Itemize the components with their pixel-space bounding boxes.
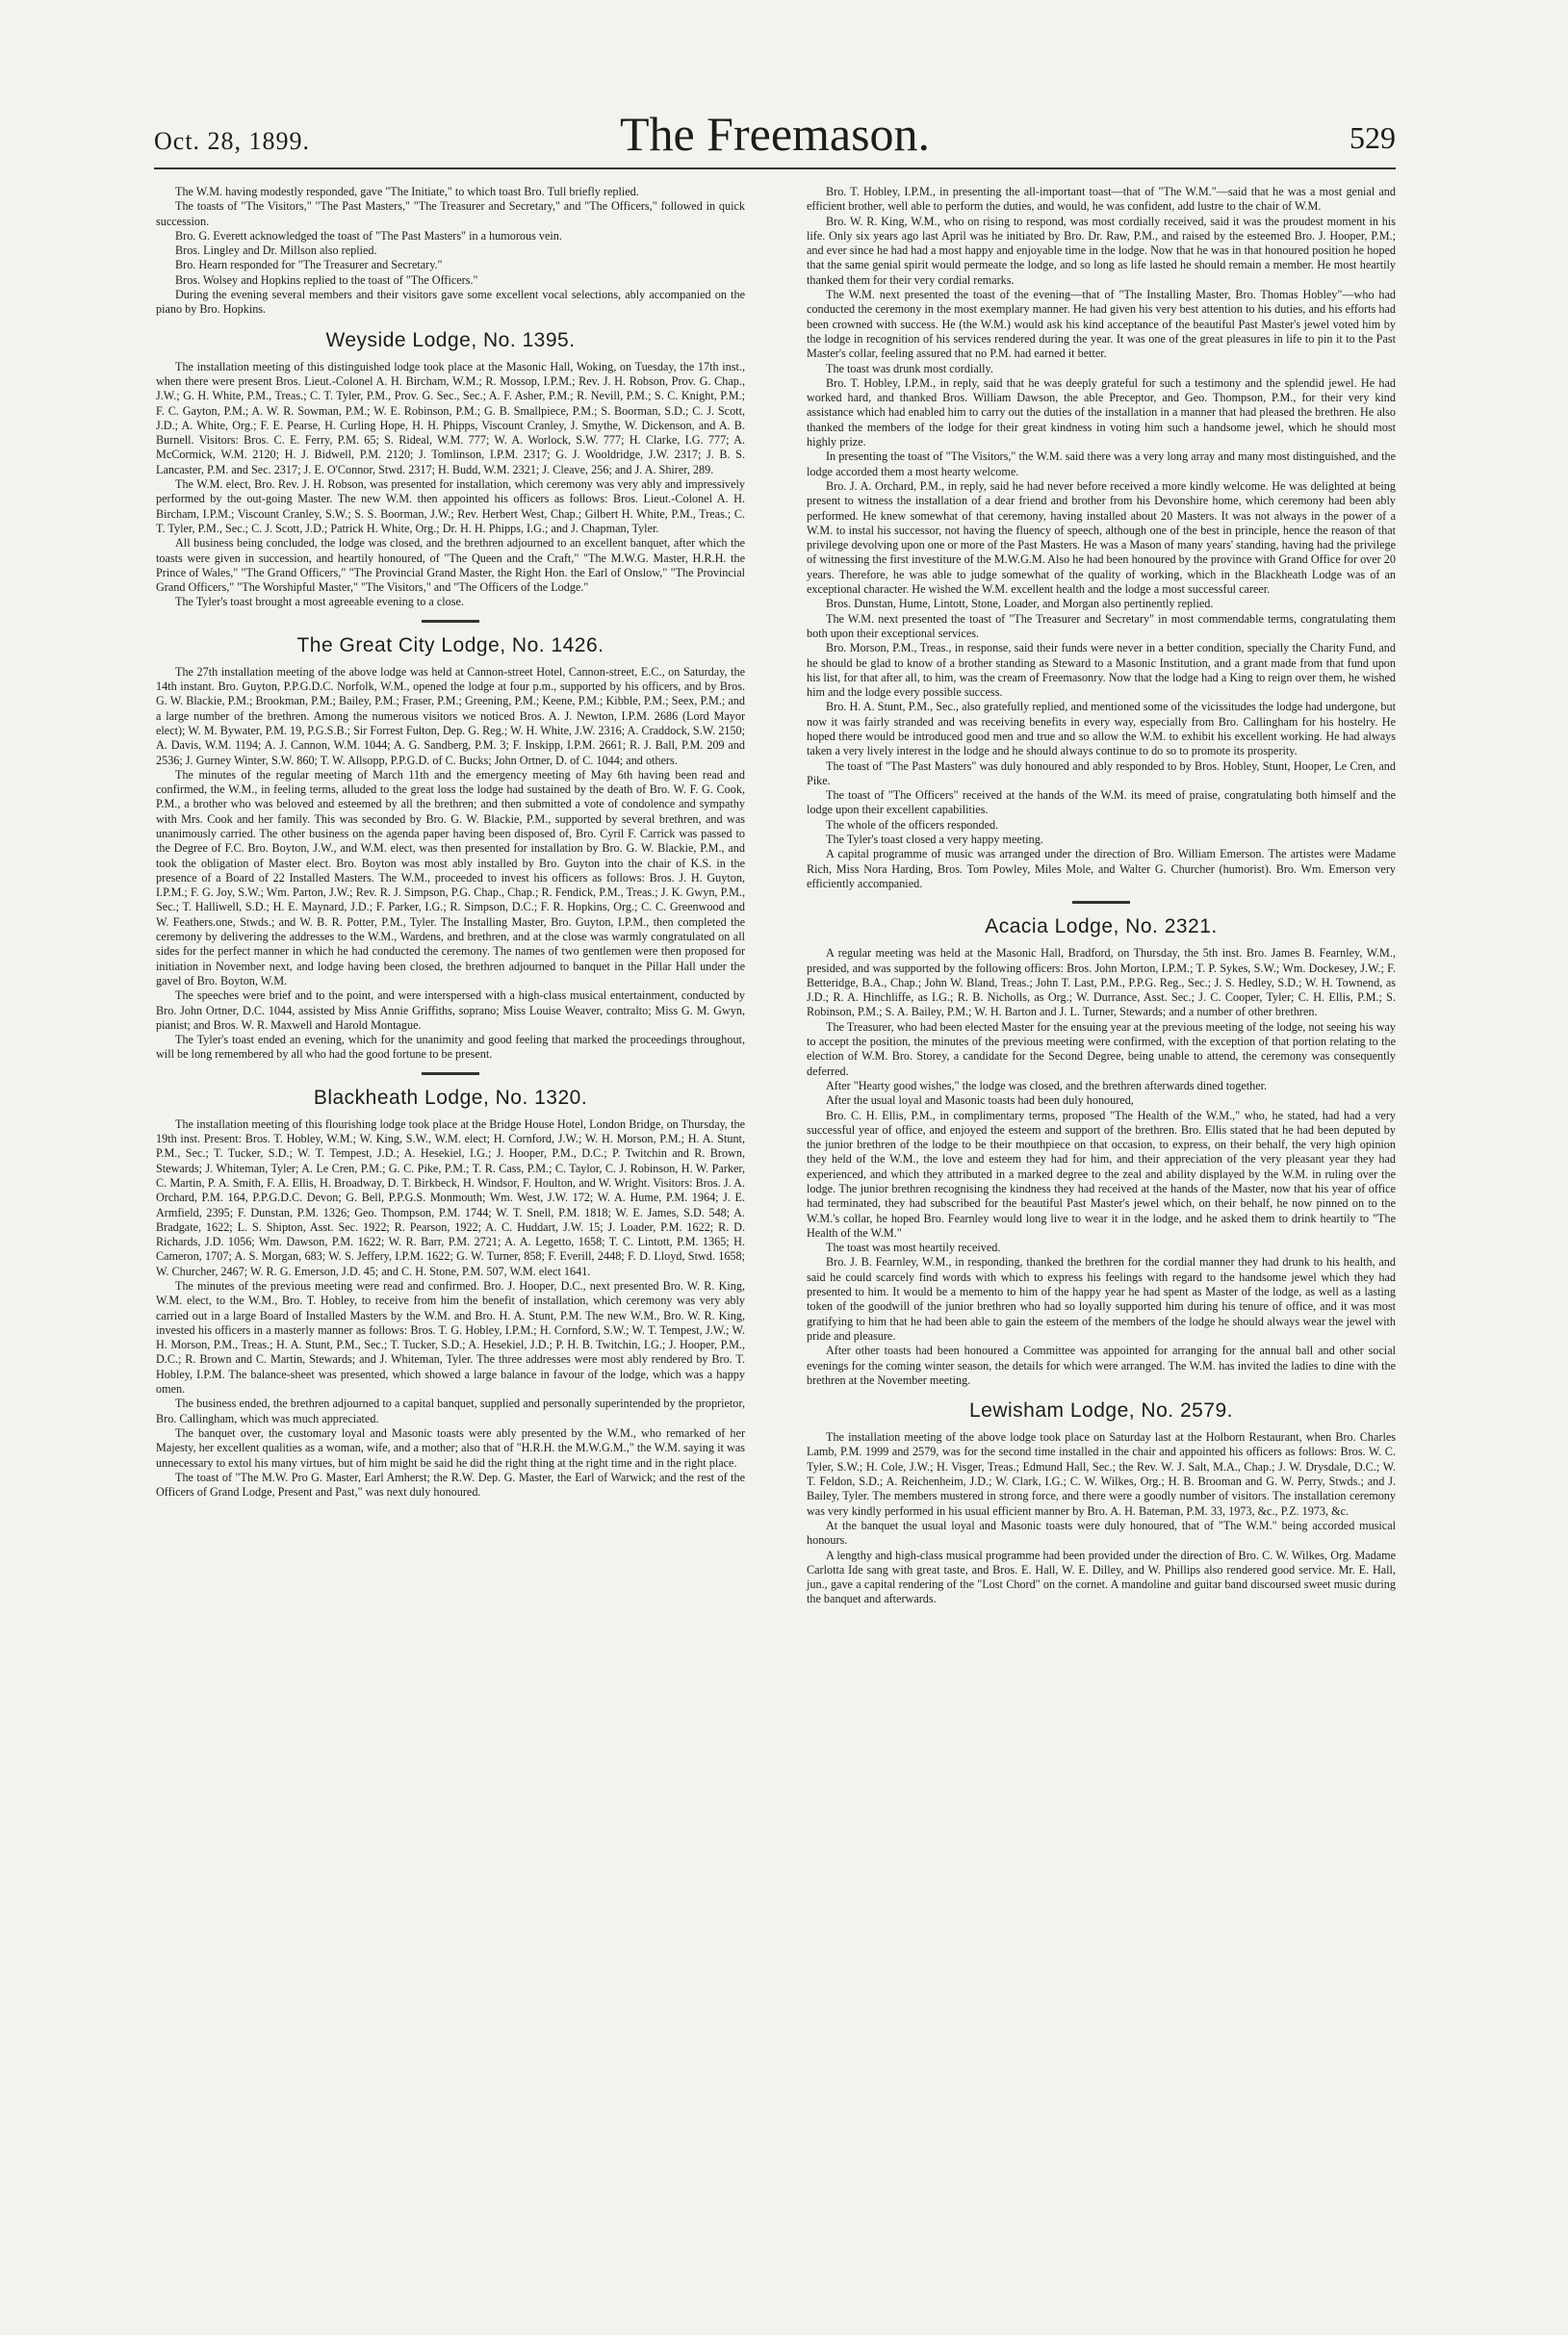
intro-report: [156, 185, 745, 318]
paragraph: After the usual loyal and Masonic toasts had been duly honoured,: [826, 1093, 1134, 1108]
left-column: [156, 185, 745, 1500]
paragraph: The Tyler's toast ended an evening, which for the unanimity and good feeling that marked the proceedings throughout, will be long remembered by all who had the good fortune to be present.: [156, 1033, 745, 1062]
paragraph: The toasts of "The Visitors," "The Past Masters," "The Treasurer and Secretary," and "The Officers," followed in quick succession.: [156, 199, 745, 228]
paragraph: Bro. Hearn responded for "The Treasurer and Secretary.": [175, 258, 443, 272]
paragraph: Bro. J. B. Fearnley, W.M., in responding, thanked the brethren for the cordial manner they had drunk to his health, and said he could scarcely find words with which to express his feelings with regard to the handsome jewel which they had presented to him. It would be a memento to him of the happy year he had spent as Master of the lodge, as well as a lasting token of the goodwill of the junior brethren who had so loyally supported him during his tenure of office, and it was most gratifying to him that he had been able to gain the esteem of the members of the lodge he should always wear the jewel with pride and pleasure.: [807, 1255, 1396, 1343]
paragraph: Bro. W. R. King, W.M., who on rising to respond, was most cordially received, said it was the proudest moment in his life. Only six years ago last April was he initiated by Bro. Dr. Raw, P.M., and raised by the esteemed Bro. J. Hooper, P.M.; and ever since he had had a most happy and enjoyable time in the lodge. Now that he was in that honoured position he hoped that the same genial spirit would permeate the lodge, and so long as life lasted he should remain a member. He most heartily thanked them for their very cordial remarks.: [807, 214, 1396, 287]
paragraph: During the evening several members and their visitors gave some excellent vocal selections, ably accompanied on the piano by Bro. Hopkins.: [156, 288, 745, 317]
paragraph: Bro. T. Hobley, I.P.M., in presenting the all-important toast—that of "The W.M."—said that he was a most genial and efficient brother, well able to perform the duties, and would, he was confident, add lustre to the chair of W.M.: [807, 185, 1396, 214]
paragraph: In presenting the toast of "The Visitors," the W.M. said there was a very long array and many most distinguished, and the lodge accorded them a most hearty welcome.: [807, 449, 1396, 478]
article-heading: The Great City Lodge, No. 1426.: [296, 633, 604, 656]
paragraph: The minutes of the regular meeting of March 11th and the emergency meeting of May 6th having been read and confirmed, the W.M., in feeling terms, alluded to the great loss the lodge had sustained by the death of Bro. W. F. G. Cook, P.M., a brother who was beloved and esteemed by all the brethren; and then submitted a vote of condolence and sympathy with Mrs. Cook and her family. This was seconded by Bro. G. W. Blackie, P.M., supported by several brethren, and was unanimously carried. The other business on the agenda paper having been disposed of, Bro. Cyril F. Carrick was passed to the Degree of F.C. Bro. Boyton, J.W., and W.M. elect, was then presented for installation by Bro. G. W. Blackie, P.M., and took the obligation of Master elect. Bro. Boyton was most ably installed by Bro. Guyton into the chair of K.S. in the presence of a Board of 22 Installed Masters. The W.M., proceeded to invest his officers as follows: Bros. J. H. Guyton, I.P.M.; F. G. Joy, S.W.; Wm. Parton, J.W.; Rev. R. J. Simpson, P.G. Chap., Chap.; R. Fendick, P.M., Treas.; J. K. Gwyn, P.M., Sec.; T. Halliwell, S.D.; H. E. Maynard, J.D.; F. Parker, I.G.; R. Simpson, D.C.; F. R. Hopkins, Org.; C. C. Greenwood and W. Feathers.one, Stwds.; and W. B. R. Potter, P.M., Tyler. The Installing Master, Bro. Guyton, I.P.M., then completed the ceremony by delivering the addresses to the W.M., Wardens, and brethren, and at the close was warmly congratulated on all sides for the perfect manner in which he had conducted the ceremony. The names of two gentlemen were then proposed for initiation in November next, and lodge having been closed, the brethren adjourned to banquet in the Pillar Hall under the gavel of Bro. Boyton, W.M.: [156, 767, 745, 988]
paragraph: The minutes of the previous meeting were read and confirmed. Bro. J. Hooper, D.C., next presented Bro. W. R. King, W.M. elect, to the W.M., Bro. T. Hobley, to receive from him the benefit of installation, which ceremony was very ably carried out in a large Board of Installed Masters by the W.M. and Bro. H. A. Stunt, P.M. The new W.M., Bro. W. R. King, invested his officers in a masterly manner as follows: Bros. T. G. Hobley, I.P.M.; H. Cornford, S.W.; W. T. Tempest, J.W.; W. H. Morson, P.M., Treas.; H. A. Stunt, P.M., Sec.; T. Tucker, S.D.; A. Hesekiel, J.D.; P. H. B. Twitchin, I.G.; J. Hooper, P.M., D.C.; R. Brown and C. Martin, Stewards; and J. Whiteman, Tyler. The three addresses were most ably rendered by Bro. T. Hobley, I.P.M. The balance-sheet was presented, which showed a large balance in favour of the lodge, which was a happy omen.: [156, 1279, 745, 1397]
article-heading: Blackheath Lodge, No. 1320.: [313, 1086, 588, 1109]
newspaper-title: The Freemason.: [619, 107, 931, 161]
paragraph: The Tyler's toast brought a most agreeable evening to a close.: [175, 595, 464, 609]
paragraph: Bro. J. A. Orchard, P.M., in reply, said he had never before received a more kindly welcome. He was delighted at being present to witness the installation of a dear friend and brother from his Devonshire home, which ceremony had been ably performed. He knew somewhat of that ceremony, having installed about 20 Masters. It was not always in the power of a W.M. to instal his successor, not having the fluency of speech, although one of the best in principle, hence the reason of that privilege devolving upon one or more of the Past Masters. He was a Mason of many years' standing, having had the privilege of witnessing the first investiture of the M.W.G.M. Also he had been honoured by the province with Grand Office for over 20 years. Therefore, he was able to judge somewhat of the quality of working, which in the Blackheath Lodge was of an exceptional character. He wished the W.M. excellent health and the lodge a most successful career.: [807, 478, 1396, 597]
paragraph: The installation meeting of this distinguished lodge took place at the Masonic Hall, Woking, on Tuesday, the 17th inst., when there were present Bros. Lieut.-Colonel A. H. Bircham, W.M.; R. Mossop, I.P.M.; Rev. J. H. Robson, Prov. G. Chap., J.W.; G. H. White, P.M., Treas.; C. T. Tyler, P.M., Prov. G. Sec., Sec.; A. F. Asher, P.M.; R. Nevill, P.M.; S. C. Knight, P.M.; F. C. Gayton, P.M.; A. W. R. Sowman, P.M.; W. E. Robinson, P.M.; G. B. Smallpiece, P.M.; S. Boorman, S.D.; C. J. Scott, J.D.; A. White, Org.; F. E. Pearse, H. Curling Hope, H. H. Phipps, Viscount Cranley, J. Smythe, W. Dickenson, and A. B. Burnell. Visitors: Bros. C. E. Ferry, P.M. 65; S. Rideal, W.M. 777; W. A. Worlock, S.W. 777; H. Clarke, I.G. 777; A. McCormick, W.M. 2120; H. J. Bidwell, P.M. 2120; J. Tomlinson, I.P.M. 2317; G. J. Wooldridge, J.W. 2317; J. B. S. Lancaster, P.M. and Sec. 2317; J. E. O'Connor, Stwd. 2317; H. Budd, W.M. 2321; J. Cleave, 256; and J. A. Shirer, 289.: [156, 359, 745, 476]
article-blackheath-lodge: [156, 1087, 745, 1501]
paragraph: After "Hearty good wishes," the lodge was closed, and the brethren afterwards dined together.: [826, 1078, 1268, 1092]
paragraph: All business being concluded, the lodge was closed, and the brethren adjourned to an excellent banquet, after which the toasts were given in succession, and heartily honoured, of "The Queen and the Craft," "The M.W.G. Master, H.R.H. the Prince of Wales," "The Grand Officers," "The Provincial Grand Master, the Right Hon. the Earl of Onslow," "The Provincial Grand Officers," "The Worshipful Master," "The Visitors," and "The Officers of the Lodge.": [156, 536, 745, 595]
section-divider: [422, 1072, 479, 1075]
paragraph: A regular meeting was held at the Masonic Hall, Bradford, on Thursday, the 5th inst. Bro. James B. Fearnley, W.M., presided, and was supported by the following officers: Bros. John Morton, I.P.M.; T. P. Sykes, S.W.; Wm. Dockesey, J.W.; F. Betteridge, B.A., Chap.; John W. Bland, Treas.; John T. Last, P.M., P.P.G. Reg., Sec.; J. S. Hedley, S.D.; W. H. Townend, as J.D.; R. A. Hinchliffe, as I.G.; R. B. Nicholls, as Org.; W. Durrance, Asst. Sec.; J. C. Cooper, Tyler; C. H. Ellis, P.M.; S. Robinson, P.M.; S. A. Bailey, P.M.; W. H. Barton and J. L. Turner, Stewards; and a number of other brethren.: [807, 946, 1396, 1019]
paragraph: Bros. Wolsey and Hopkins replied to the toast of "The Officers.": [175, 272, 478, 287]
page-number: 529: [1350, 120, 1396, 155]
paragraph: The whole of the officers responded.: [826, 817, 999, 832]
paragraph: The Tyler's toast closed a very happy meeting.: [826, 833, 1043, 847]
article-heading: Acacia Lodge, No. 2321.: [985, 915, 1218, 938]
paragraph: Bro. T. Hobley, I.P.M., in reply, said that he was deeply grateful for such a testimony and the splendid jewel. He had worked hard, and thanked Bros. William Dawson, the able Preceptor, and Geo. Thompson, P.M., for their very kind assistance which had enabled him to carry out the duties of the installation in a manner that had pleased the brethren. He also thanked the members of the lodge for their great kindness in voting him such a handsome jewel, which he should most highly prize.: [807, 375, 1396, 449]
paragraph: Bro. C. H. Ellis, P.M., in complimentary terms, proposed "The Health of the W.M.," who, he stated, had had a very successful year of office, and enjoyed the esteem and support of the brethren. Bro. Ellis stated that he had been deputed by the junior brethren of the lodge to be their mouthpiece on that occasion, to express, on their behalf, the very high opinion they held of the W.M., the love and esteem they had for him, and their appreciation of the very pleasant year they had experienced, and which they attributed in a marked degree to the zeal and ability displayed by the W.M. in ruling over the lodge. The junior brethren recognising the kindness they had received at the hands of the Master, now that his year of office had terminated, they had subscribed for the beautiful Past Master's jewel which, on their behalf, he now pinned on to the W.M.'s collar, he hoped Bro. Fearnley would long live to wear it in the lodge, and he asked them to drink heartily to "The Health of the W.M.": [807, 1108, 1396, 1240]
masthead: [154, 108, 1396, 162]
paragraph: The toast was drunk most cordially.: [826, 361, 993, 375]
article-great-city-lodge: [156, 634, 745, 1075]
paragraph: A capital programme of music was arranged under the direction of Bro. William Emerson. The artistes were Madame Rich, Miss Nora Harding, Bros. Tom Powley, Miles Mole, and Walter G. Churcher (humorist). Bro. Wm. Emerson very efficiently accompanied.: [807, 847, 1396, 890]
section-divider: [1072, 901, 1130, 904]
paragraph: The business ended, the brethren adjourned to a capital banquet, supplied and personally superintended by the proprietor, Bro. Callingham, which was much appreciated.: [156, 1397, 745, 1425]
paragraph: The W.M. elect, Bro. Rev. J. H. Robson, was presented for installation, which ceremony was very ably and impressively performed by the out-going Master. The new W.M. then appointed his officers as follows: Bros. Lieut.-Colonel A. H. Bircham, I.P.M.; Viscount Cranley, S.W.; S. S. Boorman, J.W.; Rev. Herbert West, Chap.; Gilbert H. White, P.M., Treas.; C. T. Tyler, P.M., Sec.; C. J. Scott, J.D.; Patrick H. White, Org.; Dr. H. H. Phipps, I.G.; and J. Chapman, Tyler.: [156, 477, 745, 535]
paragraph: The banquet over, the customary loyal and Masonic toasts were ably presented by the W.M., who remarked of her Majesty, her excellent qualities as a woman, wife, and a mother; also that of "H.R.H. the M.W.G.M.," the W.M. saying it was unnecessary to extol his many virtues, but of him might be said he did the right thing at the right time and in the right place.: [156, 1425, 745, 1470]
paragraph: The installation meeting of this flourishing lodge took place at the Bridge House Hotel, London Bridge, on Thursday, the 19th inst. Present: Bros. T. Hobley, W.M.; W. King, S.W., W.M. elect; H. Cornford, J.W.; W. H. Morson, P.M.; H. A. Stunt, P.M., Sec.; T. Tucker, S.D.; W. T. Tempest, J.D.; A. Hesekiel, I.G.; J. Hooper, P.M., D.C.; P. Twitchin and R. Brown, Stewards; J. Whiteman, Tyler; A. Le Cren, P.M.; G. C. Pike, P.M.; T. R. Cass, P.M.; C. Taylor, C. J. Robinson, H. W. Parker, C. Martin, P. A. Smith, F. A. Ellis, H. Broadway, D. T. Birkbeck, H. Windsor, F. Houlton, and W. Wright. Visitors: Bros. J. A. Orchard, P.M. 164, P.P.G.D.C. Devon; G. Bell, P.P.G.S. Monmouth; Wm. West, J.W. 172; W. A. Hume, P.M. 1964; J. E. Armfield, 2395; F. Dunstan, P.M. 1326; Geo. Thompson, P.M. 1744; W. T. Snell, P.M. 1818; W. E. James, S.D. 548; A. Bradgate, 1622; L. S. Shipton, Asst. Sec. 1922; R. Pearson, 1922; A. C. Huddart, J.W. 15; J. Loader, P.M. 1622; R. D. Richards, J.D. 1056; Wm. Dawson, P.M. 1622; W. R. Barr, P.M. 2721; A. A. Legetto, 1658; T. C. Lintott, P.M. 1365; H. Cameron, 1707; A. S. Morgan, 683; W. S. Jeffery, I.P.M. 1622; G. W. Turner, 858; F. Everill, 2448; F. D. Lloyd, Stwd. 1658; W. Churcher, 2467; W. R. G. Emerson, J.D. 45; and C. H. Stone, P.M. 507, W.M. elect 1641.: [156, 1116, 745, 1278]
paragraph: The toast of "The M.W. Pro G. Master, Earl Amherst; the R.W. Dep. G. Master, the Earl of Warwick; and the rest of the Officers of Grand Lodge, Present and Past," was next duly honoured.: [156, 1470, 745, 1500]
article-acacia-lodge: [807, 915, 1396, 1388]
paragraph: The 27th installation meeting of the above lodge was held at Cannon-street Hotel, Cannon-street, E.C., on Saturday, the 14th instant. Bro. Guyton, P.P.G.D.C. Norfolk, W.M., opened the lodge at four p.m., supported by his officers, and by Bros. G. W. Blackie, P.M.; Brookman, P.M.; Bailey, P.M.; Fraser, P.M.; Greening, P.M.; Keene, P.M.; Kibble, P.M.; Seex, P.M.; and a large number of the brethren. Among the numerous visitors we noticed Bros. A. J. Newton, I.P.M. 2686 (Lord Mayor elect); W. M. Bywater, P.M. 19, P.G.S.B.; Sir Forrest Fulton, Dep. G. Reg.; W. H. White, J.W. 2316; A. Craddock, S.W. 2150; A. Davis, W.M. 1194; A. J. Cannon, W.M. 1044; A. G. Sandberg, P.M. 3; F. Inskipp, I.P.M. 2661; R. J. Ball, P.M. 209 and 2536; J. Gurney Winter, S.W. 860; T. W. Allsopp, P.P.G.D. of C. Bucks; John Ortner, D. of C. 1044; and others.: [156, 664, 745, 767]
article-heading: Lewisham Lodge, No. 2579.: [968, 1399, 1233, 1423]
section-divider: [422, 620, 479, 623]
paragraph: The toast of "The Past Masters" was duly honoured and ably responded to by Bros. Hobley, Stunt, Hooper, Le Cren, and Pike.: [807, 758, 1396, 787]
article-heading: Weyside Lodge, No. 1395.: [325, 328, 576, 351]
paragraph: After other toasts had been honoured a Committee was appointed for arranging for the annual ball and other social evenings for the coming winter season, the details for which were arranged. The W.M. has invited the ladies to dine with the brethren at the November meeting.: [807, 1344, 1396, 1387]
masthead-rule: [154, 167, 1396, 169]
paragraph: Bro. G. Everett acknowledged the toast of "The Past Masters" in a humorous vein.: [175, 228, 562, 243]
paragraph: The Treasurer, who had been elected Master for the ensuing year at the previous meeting of the lodge, not seeing his way to accept the position, the minutes of the previous meeting were confirmed, with the exception of that portion relating to the election of W.M. Bro. Storey, a candidate for the Second Degree, being unable to attend, the ceremony was consequently deferred.: [807, 1019, 1396, 1078]
paragraph: The installation meeting of the above lodge took place on Saturday last at the Holborn Restaurant, when Bro. Charles Lamb, P.M. 1999 and 2579, was for the second time installed in the chair and appointed his officers as follows: Bros. W. C. Tyler, S.W.; H. Cole, J.W.; H. Visger, Treas.; Edmund Hall, Sec.; the Rev. W. J. Salt, M.A., Chap.; J. W. Drysdale, D.C.; W. T. Feldon, S.D.; A. Reichenheim, J.D.; W. Clark, I.G.; C. W. Wilkes, Org.; H. B. Brooman and G. W. Perry, Stwds.; and J. Bailey, Tyler. The members mustered in strong force, and there were a goodly number of visitors. The installation ceremony was very kindly performed in his usual efficient manner by Bro. A. H. Bateman, P.M. 33, 1973, &c., P.Z. 1973, &c.: [807, 1430, 1396, 1518]
paragraph: The speeches were brief and to the point, and were interspersed with a high-class musical entertainment, conducted by Bro. John Ortner, D.C. 1044, assisted by Miss Annie Griffiths, soprano; Miss Louise Weaver, contralto; Miss G. M. Gwyn, pianist; and Bros. W. R. Maxwell and Harold Montague.: [156, 988, 745, 1032]
paragraph: The W.M. next presented the toast of the evening—that of "The Installing Master, Bro. Thomas Hobley"—who had conducted the ceremony in the most exemplary manner. He had given his very best attention to his duties, and his efforts had been crowned with success. He (the W.M.) would ask his kind acceptance of the beautiful Past Master's jewel voted him by the lodge in recognition of his services rendered during the year. It was one of the great pleasures in life to pin it to the Past Master's collar, feeling assured that no P.M. had earned it better.: [807, 288, 1396, 361]
paragraph: The toast was most heartily received.: [826, 1241, 1001, 1255]
paragraph: The toast of "The Officers" received at the hands of the W.M. its meed of praise, congratulating both himself and the lodge upon their excellent capabilities.: [807, 788, 1396, 817]
issue-date: Oct. 28, 1899.: [154, 127, 311, 155]
paragraph: Bro. Morson, P.M., Treas., in response, said their funds were never in a better condition, specially the Charity Fund, and he should be glad to know of a brother standing as Steward to a Masonic Institution, and a grant made from that fund upon his list, for that after all, to him, was the cream of Freemasonry. Now that the lodge had a King to reign over them, he wished him and the lodge every possible success.: [807, 641, 1396, 700]
paragraph: At the banquet the usual loyal and Masonic toasts were duly honoured, that of "The W.M." being accorded musical honours.: [807, 1518, 1396, 1548]
paragraph: The W.M. having modestly responded, gave "The Initiate," to which toast Bro. Tull briefly replied.: [175, 185, 639, 198]
paragraph: The W.M. next presented the toast of "The Treasurer and Secretary" in most commendable terms, congratulating them both upon their exceptional services.: [807, 611, 1396, 640]
article-blackheath-continued: [807, 185, 1396, 904]
article-lewisham-lodge: [807, 1399, 1396, 1607]
paragraph: Bros. Lingley and Dr. Millson also replied.: [175, 244, 377, 258]
paragraph: A lengthy and high-class musical programme had been provided under the direction of Bro. C. W. Wilkes, Org. Madame Carlotta Ide sang with great taste, and Bros. E. Hall, W. E. Dilley, and W. Phillips also rendered good service. Mr. E. Hall, jun., gave a capital rendering of the "Lost Chord" on the cornet. A mandoline and guitar band discoursed sweet music during the banquet and afterwards.: [807, 1548, 1396, 1606]
article-weyside-lodge: [156, 329, 745, 623]
right-column: [807, 185, 1396, 1607]
paragraph: Bros. Dunstan, Hume, Lintott, Stone, Loader, and Morgan also pertinently replied.: [826, 597, 1214, 611]
paragraph: Bro. H. A. Stunt, P.M., Sec., also gratefully replied, and mentioned some of the vicissitudes the lodge had undergone, but now it was fairly stranded and was receiving benefits in every way, especially from Bro. Callingham for his hostelry. He hoped there would be introduced good men and true and so allow the W.M. to exhibit his excellent working. He had always taken a very lively interest in the lodge and he should always continue to do so to promote its prosperity.: [807, 700, 1396, 758]
